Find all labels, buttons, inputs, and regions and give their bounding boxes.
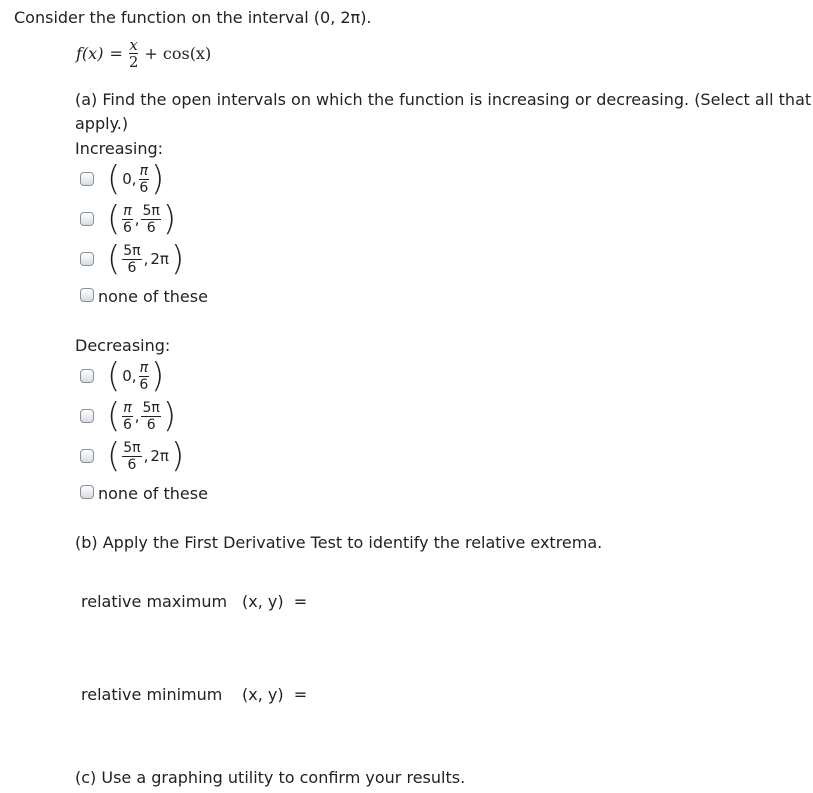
decreasing-option-1-interval: ( 0, $\frac{\pi}{6}$ ) [107, 356, 165, 396]
part-a-question-cont: apply.) [75, 114, 129, 133]
part-b-question: (b) Apply the First Derivative Test to identify the relative extrema. [75, 533, 603, 552]
relative-minimum-label: relative minimum [81, 685, 223, 704]
increasing-none-checkbox[interactable] [80, 288, 94, 302]
decreasing-option-2-interval: ( $\frac{\pi}{6}$ , $\frac{5\pi}{6}$ ) [107, 396, 177, 436]
part-c-question: (c) Use a graphing utility to confirm your results. [75, 768, 466, 787]
decreasing-none-label: none of these [98, 484, 208, 503]
decreasing-option-1-checkbox[interactable] [80, 369, 94, 383]
increasing-option-2-interval: ( $\frac{\pi}{6}$ , $\frac{5\pi}{6}$ ) [107, 199, 177, 239]
relative-maximum-xy: (x, y) = [242, 592, 308, 611]
function-denominator: 2 [128, 53, 139, 71]
decreasing-option-3-checkbox[interactable] [80, 449, 94, 463]
function-numerator: x [129, 36, 138, 54]
function-rest: + cos(x) [144, 44, 212, 63]
increasing-option-1-interval: ( 0, $\frac{\pi}{6}$ ) [107, 159, 165, 199]
function-fraction [129, 38, 139, 69]
intro-text: Consider the function on the interval (0, 2π). [14, 8, 372, 27]
function-lhs: f(x) [76, 44, 104, 63]
decreasing-none-checkbox[interactable] [80, 485, 94, 499]
function-expression [76, 38, 211, 69]
decreasing-label: Decreasing: [75, 336, 171, 355]
increasing-option-3-checkbox[interactable] [80, 252, 94, 266]
function-equals: = [109, 44, 123, 63]
relative-minimum-xy: (x, y) = [242, 685, 308, 704]
decreasing-option-2-checkbox[interactable] [80, 409, 94, 423]
relative-maximum-label: relative maximum [81, 592, 228, 611]
increasing-label: Increasing: [75, 139, 163, 158]
part-a-question: (a) Find the open intervals on which the function is increasing or decreasing. (Select all that [75, 90, 812, 109]
increasing-option-2-checkbox[interactable] [80, 212, 94, 226]
increasing-option-1-checkbox[interactable] [80, 172, 94, 186]
increasing-none-label: none of these [98, 287, 208, 306]
increasing-option-3-interval: ( $\frac{5\pi}{6}$ , 2π ) [107, 239, 185, 279]
decreasing-option-3-interval: ( $\frac{5\pi}{6}$ , 2π ) [107, 436, 185, 476]
